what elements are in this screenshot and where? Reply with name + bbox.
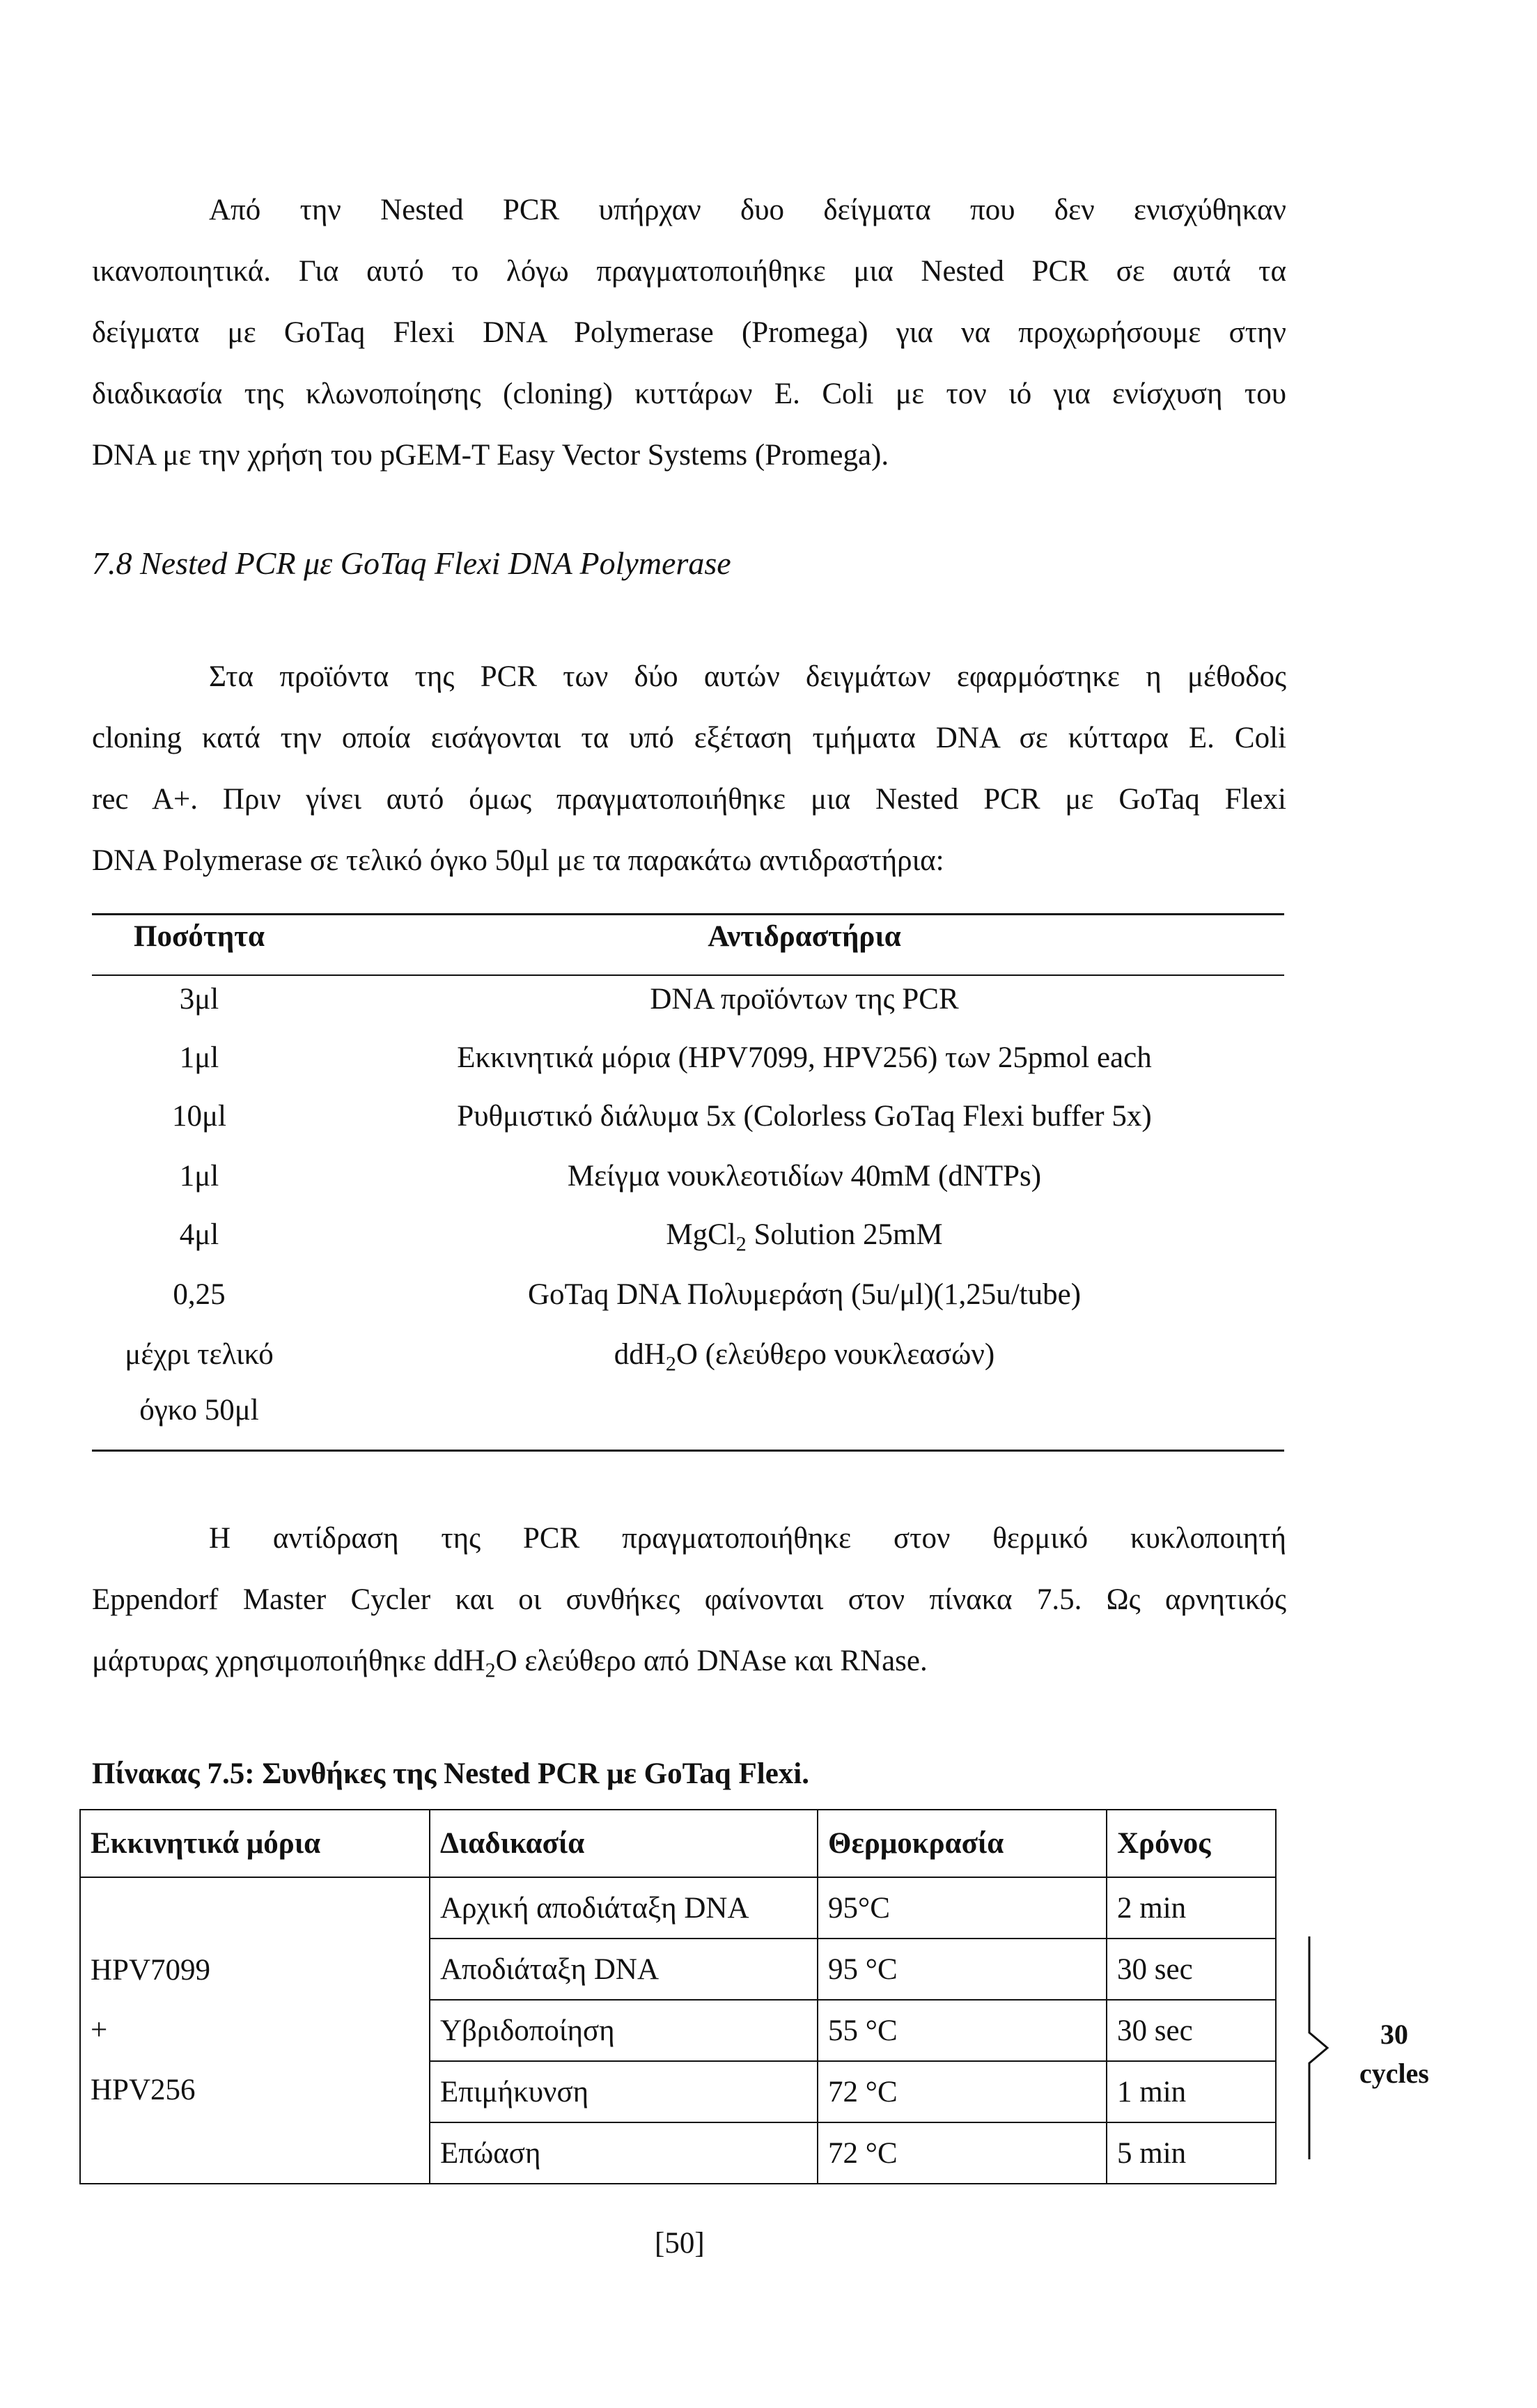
reagents-bottom-rule xyxy=(92,1450,1284,1452)
cycles-number: 30 xyxy=(1380,2019,1408,2050)
reagent-row-name xyxy=(390,1337,1219,1376)
reagent-row-qty: 1μl xyxy=(179,1160,219,1193)
step-cell: Αρχική αποδιάταξη DNA xyxy=(430,1877,818,1939)
intro-line-1: Από την Nested PCR υπήρχαν δυο δείγματα που δεν ενισχύθηκαν xyxy=(209,194,1286,226)
section-line-4: DNA Polymerase σε τελικό όγκο 50μl με τα παρακάτω αντιδραστήρια: xyxy=(92,844,944,877)
reagent-row-qty: μέχρι τελικό xyxy=(125,1338,274,1371)
reagents-header-rule xyxy=(92,974,1284,976)
reagent-text: ddH xyxy=(614,1338,666,1371)
step-cell: Επιμήκυνση xyxy=(430,2061,818,2122)
reagent-row-qty: 4μl xyxy=(179,1218,219,1251)
section-heading: 7.8 Nested PCR με GoTaq Flexi DNA Polymerase xyxy=(92,545,731,581)
header-temperature: Θερμοκρασία xyxy=(818,1810,1107,1877)
temp-cell: 55 °C xyxy=(818,2000,1107,2061)
step-cell: Αποδιάταξη DNA xyxy=(430,1939,818,2000)
primer-1: HPV7099 xyxy=(91,1954,211,1987)
table-row xyxy=(80,1877,1276,1939)
reagent-row-name: Ρυθμιστικό διάλυμα 5x (Colorless GoTaq Flexi buffer 5x) xyxy=(457,1100,1152,1133)
header-time: Χρόνος xyxy=(1107,1810,1276,1877)
primers-cell xyxy=(80,1877,430,2184)
intro-line-2: ικανοποιητικά. Για αυτό το λόγω πραγματοποιήθηκε μια Nested PCR σε αυτά τα xyxy=(92,255,1286,288)
time-cell: 30 sec xyxy=(1107,1939,1276,2000)
outro-line-2: Eppendorf Master Cycler και οι συνθήκες φαίνονται στον πίνακα 7.5. Ως αρνητικός xyxy=(92,1583,1286,1616)
intro-paragraph xyxy=(92,180,1286,486)
outro-subscript: 2 xyxy=(485,1659,496,1682)
reagent-row-name: Μείγμα νουκλεοτιδίων 40mM (dNTPs) xyxy=(567,1160,1042,1193)
intro-line-4: διαδικασία της κλωνοποίησης (cloning) κυττάρων E. Coli με τον ιό για ενίσχυση του xyxy=(92,378,1286,410)
reagent-text: MgCl xyxy=(666,1218,736,1251)
cycles-brace xyxy=(1301,1936,1350,2159)
cycles-text: cycles xyxy=(1359,2058,1429,2089)
reagent-qty-continuation: όγκο 50μl xyxy=(139,1394,259,1427)
time-cell: 5 min xyxy=(1107,2122,1276,2184)
reagents-header-reagent: Αντιδραστήρια xyxy=(708,920,901,953)
reagents-top-rule xyxy=(92,913,1284,915)
primer-2: HPV256 xyxy=(91,2074,196,2106)
temp-cell: 95 °C xyxy=(818,1939,1107,2000)
outro-line-1: Η αντίδραση της PCR πραγματοποιήθηκε στον θερμικό κυκλοποιητή xyxy=(209,1522,1286,1555)
reagents-header-qty: Ποσότητα xyxy=(134,920,265,953)
section-line-3: rec A+. Πριν γίνει αυτό όμως πραγματοποιήθηκε μια Nested PCR με GoTaq Flexi xyxy=(92,783,1286,816)
section-line-1: Στα προϊόντα της PCR των δύο αυτών δειγμάτων εφαρμόστηκε η μέθοδος xyxy=(209,660,1286,693)
primer-plus: + xyxy=(91,2014,108,2046)
outro-line-3 xyxy=(92,1631,1286,1702)
reagent-row-name: GoTaq DNA Πολυμεράση (5u/μl)(1,25u/tube) xyxy=(527,1278,1082,1311)
step-cell: Υβριδοποίηση xyxy=(430,2000,818,2061)
reagent-subscript: 2 xyxy=(665,1352,676,1376)
intro-line-3: δείγματα με GoTaq Flexi DNA Polymerase (Promega) για να προχωρήσουμε στην xyxy=(92,316,1286,349)
time-cell: 2 min xyxy=(1107,1877,1276,1939)
reagent-row-qty: 10μl xyxy=(171,1100,226,1133)
section-line-2: cloning κατά την οποία εισάγονται τα υπό εξέταση τμήματα DNA σε κύτταρα E. Coli xyxy=(92,722,1286,754)
reagent-text: O (ελεύθερο νουκλεασών) xyxy=(676,1338,995,1371)
section-paragraph xyxy=(92,646,1286,892)
outro-text: μάρτυρας χρησιμοποιήθηκε ddH xyxy=(92,1645,485,1677)
outro-text: O ελεύθερο από DNAse και RNase. xyxy=(495,1645,928,1677)
outro-paragraph xyxy=(92,1508,1286,1702)
reagent-row-qty: 1μl xyxy=(179,1041,219,1074)
page-number: [50] xyxy=(655,2227,705,2260)
reagent-row-qty: 3μl xyxy=(179,983,219,1016)
table-caption: Πίνακας 7.5: Συνθήκες της Nested PCR με GoTaq Flexi. xyxy=(92,1757,810,1790)
reagent-row-name: Εκκινητικά μόρια (HPV7099, HPV256) των 25pmol each xyxy=(457,1041,1152,1074)
step-cell: Επώαση xyxy=(430,2122,818,2184)
cycles-label xyxy=(1345,2015,1443,2093)
reagent-row-name: DNA προϊόντων της PCR xyxy=(650,983,959,1016)
reagent-row-qty: 0,25 xyxy=(173,1278,226,1311)
reagent-subscript: 2 xyxy=(735,1232,747,1256)
reagent-row-name xyxy=(390,1218,1219,1257)
temp-cell: 72 °C xyxy=(818,2122,1107,2184)
temp-cell: 72 °C xyxy=(818,2061,1107,2122)
header-procedure: Διαδικασία xyxy=(430,1810,818,1877)
time-cell: 1 min xyxy=(1107,2061,1276,2122)
table-header-row xyxy=(80,1810,1276,1877)
conditions-table xyxy=(79,1809,1277,2184)
temp-cell: 95°C xyxy=(818,1877,1107,1939)
header-primers: Εκκινητικά μόρια xyxy=(80,1810,430,1877)
reagent-text: Solution 25mM xyxy=(746,1218,943,1251)
intro-line-5: DNA με την χρήση του pGEM-T Easy Vector Systems (Promega). xyxy=(92,439,889,472)
time-cell: 30 sec xyxy=(1107,2000,1276,2061)
